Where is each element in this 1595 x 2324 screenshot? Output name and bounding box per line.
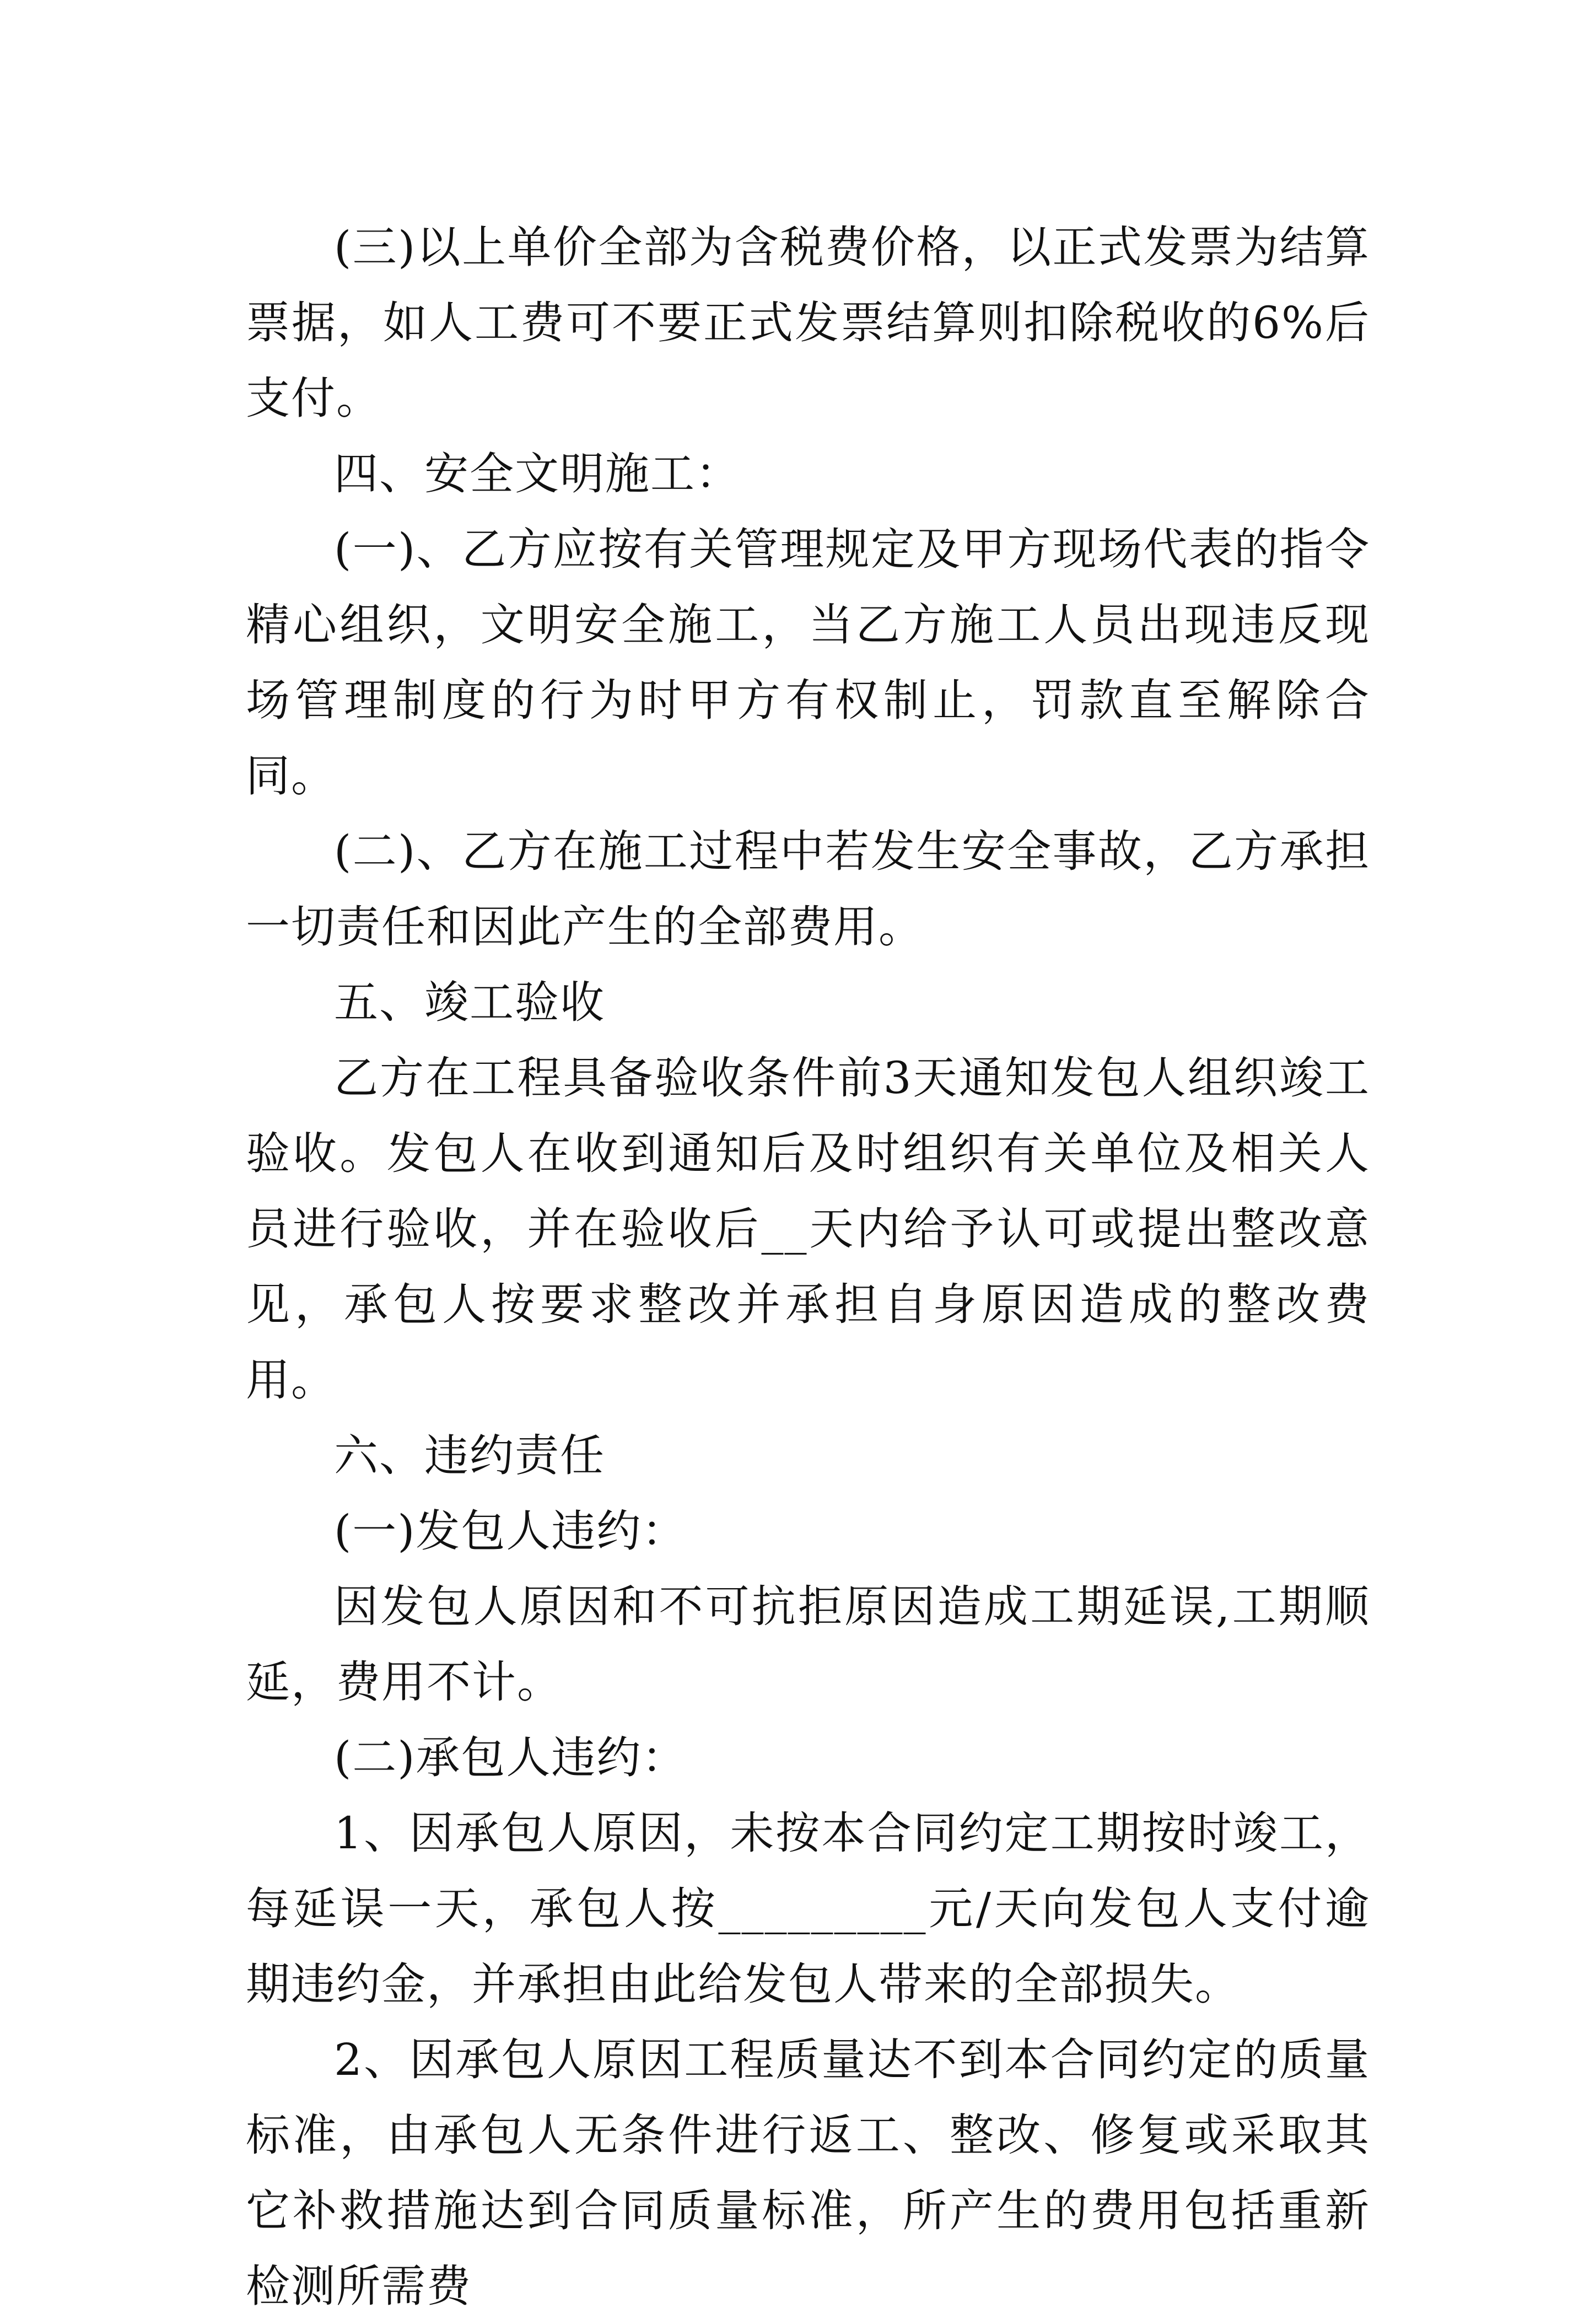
heading-safety-construction: 四、安全文明施工： <box>334 448 741 499</box>
paragraph-safety-accident: (二)、乙方在施工过程中若发生安全事故，乙方承担一切责任和因此产生的全部费用。 <box>246 826 1370 953</box>
subheading-contractor-breach: (二)承包人违约： <box>334 1732 687 1783</box>
heading-breach-liability: 六、违约责任 <box>334 1430 605 1481</box>
paragraph-employer-breach: 因发包人原因和不可抗拒原因造成工期延误,工期顺延，费用不计。 <box>246 1581 1370 1708</box>
heading-completion-acceptance: 五、竣工验收 <box>334 977 605 1028</box>
paragraph-contractor-delay: 1、因承包人原因，未按本合同约定工期按时竣工，每延误一天，承包人按_________元/天向发包人支付逾期违约金，并承担由此给发包人带来的全部损失。 <box>246 1807 1370 2010</box>
paragraph-safety-management: (一)、乙方应按有关管理规定及甲方现场代表的指令精心组织，文明安全施工，当乙方施工人员出现违反现场管理制度的行为时甲方有权制止，罚款直至解除合同。 <box>246 524 1370 801</box>
paragraph-tax-price: (三)以上单价全部为含税费价格，以正式发票为结算票据，如人工费可不要正式发票结算则扣除税收的6%后支付。 <box>246 222 1370 424</box>
document-body <box>246 209 1370 2324</box>
paragraph-acceptance-procedure: 乙方在工程具备验收条件前3天通知发包人组织竣工验收。发包人在收到通知后及时组织有关单位及相关人员进行验收，并在验收后__天内给予认可或提出整改意见，承包人按要求整改并承担自身原因造成的整改费用。 <box>246 1052 1370 1406</box>
subheading-employer-breach: (一)发包人违约： <box>334 1505 687 1557</box>
paragraph-contractor-quality: 2、因承包人原因工程质量达不到本合同约定的质量标准，由承包人无条件进行返工、整改、修复或采取其它补救措施达到合同质量标准，所产生的费用包括重新检测所需费 <box>246 2034 1370 2312</box>
